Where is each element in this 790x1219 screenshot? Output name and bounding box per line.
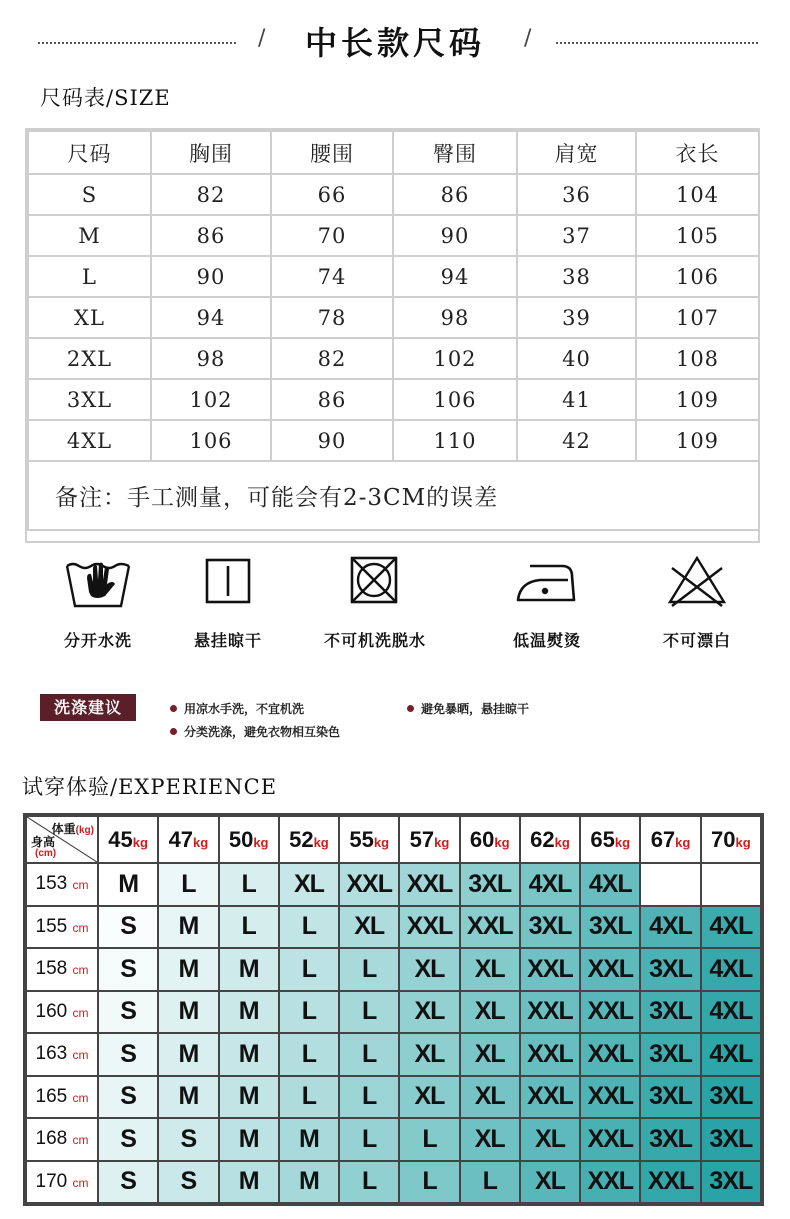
table-cell: 4XL [28,420,151,461]
column-header: 衣长 [636,131,759,174]
care-label: 不可机洗脱水 [323,631,426,650]
height-axis-label: 身高 (cm) [31,835,57,859]
size-recommendation-cell: S [98,1076,158,1119]
size-recommendation-cell [640,863,700,906]
size-recommendation-cell: 3XL [640,1118,700,1161]
table-cell: 41 [517,379,636,420]
size-recommendation-cell: L [279,906,339,949]
care-label: 低温熨烫 [512,631,581,650]
table-cell: 110 [393,420,517,461]
care-item-hang-dry [158,552,298,651]
size-recommendation-cell: 3XL [460,863,520,906]
size-recommendation-cell: M [219,1161,279,1204]
wash-tip: 避免暴晒，悬挂晾干 [407,700,529,717]
table-cell: 106 [636,256,759,297]
height-header: 170 cm [26,1161,98,1204]
table-cell: 78 [271,297,393,338]
height-header: 168 cm [26,1118,98,1161]
table-cell: 94 [151,297,271,338]
size-recommendation-cell: XXL [520,1076,580,1119]
size-recommendation-cell: XXL [580,1033,640,1076]
size-recommendation-cell [701,863,761,906]
table-cell: 86 [393,174,517,215]
size-recommendation-cell: 4XL [701,1033,761,1076]
size-recommendation-cell: 3XL [640,1076,700,1119]
table-cell: 105 [636,215,759,256]
size-recommendation-cell: XL [399,948,459,991]
weight-height-corner [26,816,98,863]
table-cell: 90 [393,215,517,256]
size-recommendation-cell: XL [520,1161,580,1204]
care-item-no-bleach [627,552,767,651]
header-dotted-line-left [38,42,236,44]
table-row [28,379,759,420]
page-header [0,18,790,68]
table-cell: 104 [636,174,759,215]
header-dotted-line-right [556,42,758,44]
column-header: 胸围 [151,131,271,174]
size-recommendation-cell: 3XL [580,906,640,949]
size-recommendation-cell: XXL [580,991,640,1034]
care-label: 分开水洗 [63,631,132,650]
column-header: 肩宽 [517,131,636,174]
table-row [28,338,759,379]
weight-header-row [26,816,761,863]
size-recommendation-cell: 3XL [520,906,580,949]
size-recommendation-cell: XL [399,991,459,1034]
table-cell: 38 [517,256,636,297]
weight-header: 67kg [640,816,700,863]
table-cell: 106 [393,379,517,420]
size-recommendation-cell: 3XL [701,1118,761,1161]
size-recommendation-cell: XL [399,1033,459,1076]
height-header: 163 cm [26,1033,98,1076]
size-recommendation-cell: L [279,1033,339,1076]
size-recommendation-cell: XXL [580,1118,640,1161]
size-recommendation-cell: XXL [520,948,580,991]
size-recommendation-cell: M [219,948,279,991]
weight-header: 60kg [460,816,520,863]
weight-header: 62kg [520,816,580,863]
header-slash-right: / [524,26,532,51]
size-recommendation-cell: M [158,1033,218,1076]
table-row [26,991,761,1034]
table-cell: 42 [517,420,636,461]
size-table-note-row [28,461,759,530]
size-recommendation-cell: XL [460,948,520,991]
bullet-dot-icon [170,705,177,712]
table-cell: 90 [151,256,271,297]
size-recommendation-cell: L [399,1118,459,1161]
size-recommendation-cell: 3XL [640,948,700,991]
height-header: 165 cm [26,1076,98,1119]
size-recommendation-cell: L [339,1033,399,1076]
size-recommendation-cell: L [279,1076,339,1119]
size-recommendation-cell: S [98,906,158,949]
column-header: 尺码 [28,131,151,174]
hand-wash-icon [63,552,133,614]
table-cell: 40 [517,338,636,379]
table-cell: 2XL [28,338,151,379]
table-cell: 109 [636,379,759,420]
table-row [26,863,761,906]
table-cell: 109 [636,420,759,461]
size-recommendation-cell: M [158,906,218,949]
table-row [28,215,759,256]
size-recommendation-cell: XXL [339,863,399,906]
size-recommendation-cell: S [98,1033,158,1076]
size-recommendation-cell: 3XL [701,1076,761,1119]
size-recommendation-cell: L [339,1118,399,1161]
table-row [26,1118,761,1161]
height-header: 160 cm [26,991,98,1034]
header-slash-left: / [258,26,266,51]
wash-tip: 用凉水手洗，不宜机洗 [170,700,304,717]
care-label: 不可漂白 [662,631,731,650]
table-cell: 70 [271,215,393,256]
size-recommendation-cell: 4XL [701,906,761,949]
hang-dry-icon [193,552,263,614]
weight-header: 55kg [339,816,399,863]
size-recommendation-cell: L [219,906,279,949]
size-recommendation-cell: XL [399,1076,459,1119]
table-cell: 37 [517,215,636,256]
care-item-no-tumble-dry [305,552,445,651]
table-row [28,256,759,297]
table-cell: 108 [636,338,759,379]
size-recommendation-cell: S [98,1118,158,1161]
bullet-dot-icon [407,705,414,712]
size-recommendation-cell: XXL [580,1161,640,1204]
size-recommendation-cell: 3XL [640,1033,700,1076]
size-recommendation-cell: L [219,863,279,906]
size-recommendation-cell: XL [460,1033,520,1076]
table-row [26,948,761,991]
size-recommendation-cell: XXL [640,1161,700,1204]
table-cell: L [28,256,151,297]
size-recommendation-cell: L [339,948,399,991]
table-cell: 102 [151,379,271,420]
size-recommendation-cell: L [279,948,339,991]
size-recommendation-cell: M [219,1118,279,1161]
size-recommendation-cell: XXL [520,991,580,1034]
size-recommendation-cell: M [219,991,279,1034]
low-iron-icon [512,552,582,614]
size-recommendation-cell: M [219,1076,279,1119]
size-recommendation-cell: M [279,1161,339,1204]
height-header: 153 cm [26,863,98,906]
column-header: 臀围 [393,131,517,174]
table-cell: 82 [271,338,393,379]
table-cell: 82 [151,174,271,215]
size-recommendation-cell: 4XL [701,991,761,1034]
table-cell: 98 [393,297,517,338]
weight-header: 70kg [701,816,761,863]
size-recommendation-cell: XXL [399,906,459,949]
page-title: 中长款尺码 [304,24,485,62]
size-recommendation-cell: XL [460,991,520,1034]
table-cell: 36 [517,174,636,215]
height-header: 155 cm [26,906,98,949]
size-recommendation-cell: L [339,991,399,1034]
size-recommendation-cell: XL [339,906,399,949]
table-cell: 3XL [28,379,151,420]
table-cell: 39 [517,297,636,338]
size-recommendation-cell: 3XL [701,1161,761,1204]
size-recommendation-cell: M [158,1076,218,1119]
table-row [28,297,759,338]
measurement-note: 备注：手工测量，可能会有2-3CM的误差 [28,461,759,530]
size-recommendation-cell: XXL [399,863,459,906]
size-recommendation-cell: L [279,991,339,1034]
size-recommendation-cell: M [279,1118,339,1161]
size-recommendation-cell: M [158,991,218,1034]
table-row [26,906,761,949]
care-item-hand-wash [28,552,168,651]
table-cell: 107 [636,297,759,338]
size-recommendation-cell: L [158,863,218,906]
size-recommendation-cell: S [98,948,158,991]
table-cell: 90 [271,420,393,461]
table-cell: 94 [393,256,517,297]
weight-header: 57kg [399,816,459,863]
weight-header: 52kg [279,816,339,863]
size-recommendation-cell: XXL [460,906,520,949]
size-section-label: 尺码表/SIZE [40,86,171,110]
experience-section-label: 试穿体验/EXPERIENCE [22,775,278,799]
size-recommendation-cell: XXL [520,1033,580,1076]
size-recommendation-cell: S [158,1161,218,1204]
table-cell: M [28,215,151,256]
weight-axis-label: 体重(kg) [51,822,94,836]
size-recommendation-cell: 4XL [701,948,761,991]
size-recommendation-cell: XL [460,1076,520,1119]
table-cell: 66 [271,174,393,215]
care-item-low-iron [477,552,617,651]
no-tumble-dry-icon [340,552,410,614]
wash-advice-badge: 洗涤建议 [40,694,136,721]
size-recommendation-cell: XL [279,863,339,906]
care-label: 悬挂晾干 [193,631,262,650]
table-cell: XL [28,297,151,338]
size-recommendation-cell: M [98,863,158,906]
no-bleach-icon [662,552,732,614]
size-recommendation-cell: M [219,1033,279,1076]
weight-header: 65kg [580,816,640,863]
wash-tip: 分类洗涤，避免衣物相互染色 [170,723,340,740]
size-recommendation-cell: XL [520,1118,580,1161]
size-recommendation-cell: 4XL [520,863,580,906]
table-cell: 74 [271,256,393,297]
size-table-header [28,131,759,174]
fit-experience-table [23,813,764,1206]
table-cell: 106 [151,420,271,461]
table-cell: 86 [151,215,271,256]
table-cell: S [28,174,151,215]
size-recommendation-cell: XL [460,1118,520,1161]
weight-header: 50kg [219,816,279,863]
size-recommendation-cell: 3XL [640,991,700,1034]
table-cell: 86 [271,379,393,420]
height-header: 158 cm [26,948,98,991]
size-table [25,128,760,543]
size-recommendation-cell: S [158,1118,218,1161]
size-recommendation-cell: L [339,1076,399,1119]
size-recommendation-cell: 4XL [580,863,640,906]
size-recommendation-cell: XXL [580,1076,640,1119]
table-row [26,1161,761,1204]
weight-header: 45kg [98,816,158,863]
table-row [26,1076,761,1119]
table-row [28,420,759,461]
size-recommendation-cell: L [399,1161,459,1204]
table-row [26,1033,761,1076]
size-table-grid [27,130,760,531]
size-recommendation-cell: 4XL [640,906,700,949]
table-cell: 102 [393,338,517,379]
size-recommendation-cell: S [98,991,158,1034]
table-row [28,174,759,215]
size-recommendation-cell: L [460,1161,520,1204]
bullet-dot-icon [170,728,177,735]
size-recommendation-cell: XXL [580,948,640,991]
weight-header: 47kg [158,816,218,863]
size-recommendation-cell: M [158,948,218,991]
column-header: 腰围 [271,131,393,174]
size-recommendation-cell: L [339,1161,399,1204]
table-cell: 98 [151,338,271,379]
size-recommendation-cell: S [98,1161,158,1204]
